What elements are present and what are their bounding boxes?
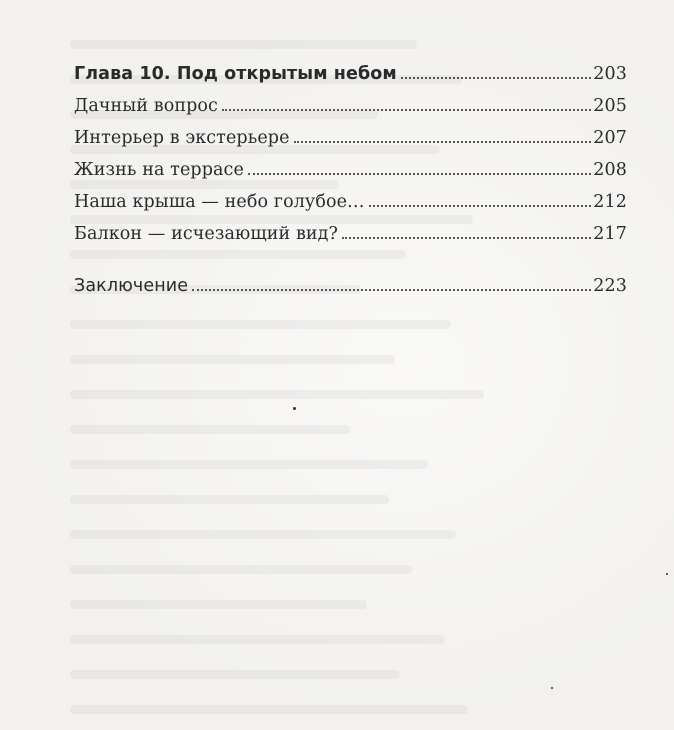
- toc-conclusion-page: 223: [593, 276, 627, 296]
- table-of-contents: [74, 64, 627, 308]
- toc-conclusion-title: Заключение: [74, 276, 189, 296]
- toc-section-title: Дачный вопрос: [74, 96, 218, 116]
- toc-section-row: [74, 160, 627, 192]
- toc-section-title: Интерьер в экстерьере: [74, 128, 290, 148]
- dot-leader: [342, 237, 591, 239]
- toc-section-page: 207: [593, 128, 627, 148]
- dot-leader: [222, 109, 591, 111]
- dot-leader: [294, 141, 592, 143]
- toc-chapter-row: [74, 64, 627, 96]
- toc-section-page: 212: [593, 192, 627, 212]
- dot-leader: [401, 77, 591, 79]
- toc-chapter-title: Глава 10. Под открытым небом: [74, 64, 397, 84]
- toc-section-page: 208: [593, 160, 627, 180]
- paper-speck: [551, 687, 553, 689]
- toc-section-row: [74, 128, 627, 160]
- toc-section-row: [74, 192, 627, 224]
- dot-leader: [369, 205, 592, 207]
- toc-section-title: Балкон — исчезающий вид?: [74, 224, 339, 244]
- toc-section-row: [74, 96, 627, 128]
- dot-leader: [248, 173, 591, 175]
- paper-speck: [666, 573, 668, 575]
- paper-speck: [293, 407, 296, 410]
- toc-section-page: 205: [593, 96, 627, 116]
- toc-section-title: Наша крыша — небо голубое…: [74, 192, 365, 212]
- dot-leader: [192, 289, 591, 291]
- toc-conclusion-row: [74, 276, 627, 308]
- toc-section-row: [74, 224, 627, 256]
- toc-section-title: Жизнь на террасе: [74, 160, 244, 180]
- toc-section-page: 217: [593, 224, 627, 244]
- toc-chapter-page: 203: [593, 64, 627, 84]
